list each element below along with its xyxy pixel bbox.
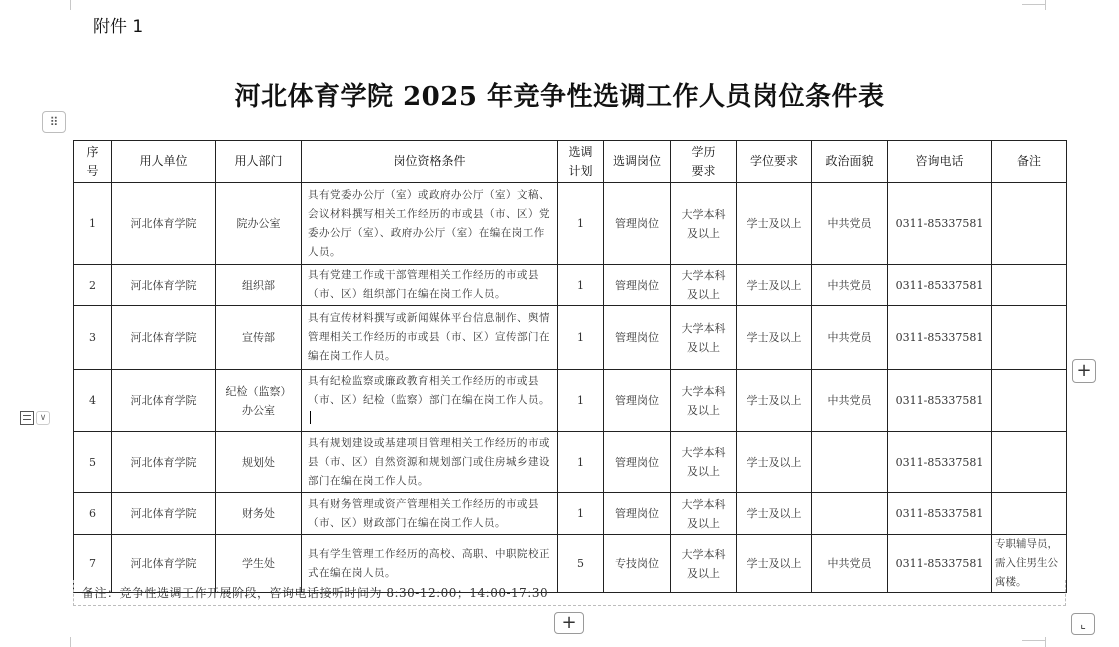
header-unit: 用人单位 (112, 141, 216, 183)
cell-education[interactable]: 大学本科及以上 (671, 183, 737, 265)
crop-mark-bottom-right-h (1022, 640, 1046, 641)
crop-mark-top-right (1045, 0, 1046, 10)
cell-post[interactable]: 专技岗位 (604, 535, 671, 593)
cell-political[interactable]: 中共党员 (812, 306, 888, 370)
cell-dept[interactable]: 纪检（监察）办公室 (216, 370, 302, 432)
cell-unit[interactable]: 河北体育学院 (112, 183, 216, 265)
cell-plan[interactable]: 1 (558, 265, 604, 306)
table-row (74, 493, 1067, 535)
crop-mark-top-right-h (1022, 4, 1046, 5)
attachment-label: 附件 1 (93, 17, 144, 37)
cell-plan[interactable]: 1 (558, 183, 604, 265)
cell-education[interactable]: 大学本科及以上 (671, 493, 737, 535)
table-row (74, 306, 1067, 370)
cell-remark[interactable] (992, 493, 1067, 535)
cell-conditions[interactable]: 具有宣传材料撰写或新闻媒体平台信息制作、舆情管理相关工作经历的市或县（市、区）宣传部门在编在岗工作人员。 (302, 306, 558, 370)
cell-remark[interactable] (992, 306, 1067, 370)
cell-education[interactable]: 大学本科及以上 (671, 370, 737, 432)
cell-post[interactable]: 管理岗位 (604, 493, 671, 535)
cell-education[interactable]: 大学本科及以上 (671, 265, 737, 306)
cell-phone[interactable]: 0311-85337581 (888, 432, 992, 493)
cell-unit[interactable]: 河北体育学院 (112, 306, 216, 370)
cell-degree[interactable]: 学士及以上 (737, 432, 812, 493)
cell-political[interactable]: 中共党员 (812, 370, 888, 432)
table-row (74, 432, 1067, 493)
cell-no[interactable]: 3 (74, 306, 112, 370)
cell-plan[interactable]: 1 (558, 493, 604, 535)
header-political: 政治面貌 (812, 141, 888, 183)
cell-remark[interactable]: 专职辅导员，需入住男生公寓楼。 (992, 535, 1067, 593)
cell-plan[interactable]: 1 (558, 306, 604, 370)
header-plan: 选调计划 (558, 141, 604, 183)
cell-no[interactable]: 2 (74, 265, 112, 306)
cell-dept[interactable]: 宣传部 (216, 306, 302, 370)
cell-dept[interactable]: 学生处 (216, 535, 302, 593)
cell-dept[interactable]: 组织部 (216, 265, 302, 306)
cell-phone[interactable]: 0311-85337581 (888, 183, 992, 265)
header-conditions: 岗位资格条件 (302, 141, 558, 183)
cell-unit[interactable]: 河北体育学院 (112, 432, 216, 493)
header-remark: 备注 (992, 141, 1067, 183)
cell-political[interactable] (812, 493, 888, 535)
crop-mark-bottom-right (1045, 637, 1046, 647)
cell-remark[interactable] (992, 265, 1067, 306)
crop-mark-bottom-left (70, 637, 71, 647)
resize-corner-icon: ⌞ (1080, 617, 1086, 631)
position-table (73, 140, 1067, 593)
cell-degree[interactable]: 学士及以上 (737, 493, 812, 535)
cell-unit[interactable]: 河北体育学院 (112, 370, 216, 432)
cell-political[interactable]: 中共党员 (812, 183, 888, 265)
grip-dots-icon: ⠿ (49, 115, 59, 129)
cell-phone[interactable]: 0311-85337581 (888, 493, 992, 535)
cell-post[interactable]: 管理岗位 (604, 183, 671, 265)
cell-conditions[interactable]: 具有党委办公厅（室）或政府办公厅（室）文稿、会议材料撰写相关工作经历的市或县（市、区）党委办公厅（室）、政府办公厅（室）在编在岗工作人员。 (302, 183, 558, 265)
page-title: 河北体育学院 2025 年竞争性选调工作人员岗位条件表 (234, 82, 885, 112)
cell-conditions[interactable]: 具有学生管理工作经历的高校、高职、中职院校正式在编在岗人员。 (302, 535, 558, 593)
table-resize-button[interactable] (1071, 613, 1095, 635)
cell-phone[interactable]: 0311-85337581 (888, 535, 992, 593)
cell-no[interactable]: 4 (74, 370, 112, 432)
cell-no[interactable]: 5 (74, 432, 112, 493)
cell-plan[interactable]: 5 (558, 535, 604, 593)
crop-mark-top-left (70, 0, 71, 10)
add-row-button[interactable]: + (554, 612, 584, 634)
cell-unit[interactable]: 河北体育学院 (112, 493, 216, 535)
cell-conditions[interactable]: 具有党建工作或干部管理相关工作经历的市或县（市、区）组织部门在编在岗工作人员。 (302, 265, 558, 306)
cell-post[interactable]: 管理岗位 (604, 306, 671, 370)
cell-phone[interactable]: 0311-85337581 (888, 306, 992, 370)
cell-political[interactable]: 中共党员 (812, 535, 888, 593)
cell-conditions[interactable]: 具有纪检监察或廉政教育相关工作经历的市或县（市、区）纪检（监察）部门在编在岗工作人员。 (302, 370, 558, 432)
text-cursor (310, 411, 311, 424)
cell-conditions[interactable]: 具有财务管理或资产管理相关工作经历的市或县（市、区）财政部门在编在岗工作人员。 (302, 493, 558, 535)
cell-phone[interactable]: 0311-85337581 (888, 370, 992, 432)
table-header-row (74, 141, 1067, 183)
cell-unit[interactable]: 河北体育学院 (112, 535, 216, 593)
cell-education[interactable]: 大学本科及以上 (671, 306, 737, 370)
cell-political[interactable] (812, 432, 888, 493)
header-no: 序号 (74, 141, 112, 183)
row-style-tool[interactable] (20, 408, 60, 428)
cell-conditions[interactable]: 具有规划建设或基建项目管理相关工作经历的市或县（市、区）自然资源和规划部门或住房城乡建设部门在编在岗工作人员。 (302, 432, 558, 493)
cell-remark[interactable] (992, 432, 1067, 493)
header-post: 选调岗位 (604, 141, 671, 183)
header-education: 学历要求 (671, 141, 737, 183)
cell-dept[interactable]: 院办公室 (216, 183, 302, 265)
table-row (74, 265, 1067, 306)
table-row (74, 370, 1067, 432)
cell-political[interactable]: 中共党员 (812, 265, 888, 306)
header-degree: 学位要求 (737, 141, 812, 183)
cell-education[interactable]: 大学本科及以上 (671, 432, 737, 493)
cell-post[interactable]: 管理岗位 (604, 370, 671, 432)
header-phone: 咨询电话 (888, 141, 992, 183)
cell-plan[interactable]: 1 (558, 432, 604, 493)
table-row (74, 183, 1067, 265)
cell-no[interactable]: 1 (74, 183, 112, 265)
row-style-icon (20, 411, 34, 425)
cell-remark[interactable] (992, 183, 1067, 265)
cell-no[interactable]: 6 (74, 493, 112, 535)
cell-dept[interactable]: 财务处 (216, 493, 302, 535)
chevron-down-icon: ∨ (36, 411, 50, 425)
cell-post[interactable]: 管理岗位 (604, 432, 671, 493)
table-footnote[interactable]: 备注：竞争性选调工作开展阶段，咨询电话接听时间为 8:30-12:00；14:00-17:30 (73, 580, 1066, 606)
table-move-handle[interactable] (42, 111, 66, 133)
cell-dept[interactable]: 规划处 (216, 432, 302, 493)
cell-post[interactable]: 管理岗位 (604, 265, 671, 306)
cell-education[interactable]: 大学本科及以上 (671, 535, 737, 593)
header-dept: 用人部门 (216, 141, 302, 183)
cell-degree[interactable]: 学士及以上 (737, 265, 812, 306)
cell-degree[interactable]: 学士及以上 (737, 306, 812, 370)
add-column-button[interactable]: + (1072, 359, 1096, 383)
cell-degree[interactable]: 学士及以上 (737, 535, 812, 593)
cell-degree[interactable]: 学士及以上 (737, 370, 812, 432)
cell-no[interactable]: 7 (74, 535, 112, 593)
cell-degree[interactable]: 学士及以上 (737, 183, 812, 265)
cell-phone[interactable]: 0311-85337581 (888, 265, 992, 306)
cell-plan[interactable]: 1 (558, 370, 604, 432)
cell-remark[interactable] (992, 370, 1067, 432)
cell-unit[interactable]: 河北体育学院 (112, 265, 216, 306)
